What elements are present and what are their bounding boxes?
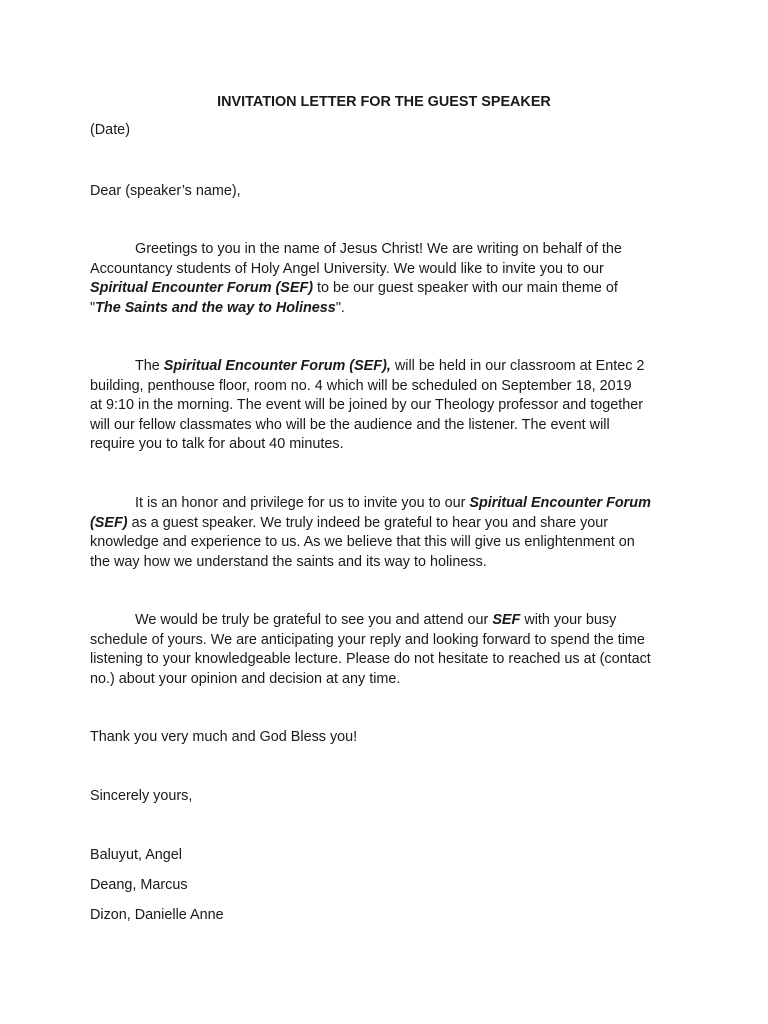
paragraph-honor bbox=[90, 494, 690, 572]
paragraph-line: no.) about your opinion and decision at any time. bbox=[90, 670, 401, 687]
event-name-emphasis: Spiritual Encounter Forum bbox=[469, 495, 651, 511]
paragraph-line: It is an honor and privilege for us to invite you to our Spiritual Encounter Forum bbox=[135, 495, 651, 511]
event-name-emphasis: Spiritual Encounter Forum (SEF), bbox=[163, 358, 391, 374]
paragraph-event-details bbox=[90, 357, 690, 455]
paragraph-request bbox=[90, 611, 690, 689]
paragraph-line: schedule of yours. We are anticipating your reply and looking forward to spend the time bbox=[90, 631, 645, 648]
paragraph-line: Spiritual Encounter Forum (SEF) to be our guest speaker with our main theme of bbox=[90, 280, 618, 296]
paragraph-line: Greetings to you in the name of Jesus Christ! We are writing on behalf of the bbox=[135, 241, 622, 257]
thanks-line: Thank you very much and God Bless you! bbox=[90, 729, 358, 745]
paragraph-line: The Spiritual Encounter Forum (SEF), will be held in our classroom at Entec 2 bbox=[135, 358, 645, 374]
closing-line: Sincerely yours, bbox=[90, 788, 193, 804]
paragraph-greeting bbox=[90, 240, 690, 318]
paragraph-line: will our fellow classmates who will be the audience and the listener. The event will bbox=[90, 416, 610, 433]
event-name-emphasis: Spiritual Encounter Forum (SEF) bbox=[90, 280, 314, 296]
signatory-name: Baluyut, Angel bbox=[90, 847, 183, 863]
event-abbr-emphasis: (SEF) bbox=[90, 514, 128, 531]
paragraph-line: building, penthouse floor, room no. 4 which will be scheduled on September 18, 2019 bbox=[90, 377, 632, 394]
signatory-name: Dizon, Danielle Anne bbox=[90, 907, 224, 923]
paragraph-line: "The Saints and the way to Holiness". bbox=[90, 299, 345, 316]
paragraph-line: (SEF) as a guest speaker. We truly indeed be grateful to hear you and share your bbox=[90, 514, 609, 531]
paragraph-line: listening to your knowledgeable lecture. Please do not hesitate to reached us at (contact bbox=[90, 651, 651, 667]
paragraph-line: Accountancy students of Holy Angel University. We would like to invite you to our bbox=[90, 260, 604, 277]
theme-emphasis: The Saints and the way to Holiness bbox=[95, 299, 336, 316]
paragraph-line: knowledge and experience to us. As we believe that this will give us enlightenment on bbox=[90, 534, 635, 550]
signatory-name: Deang, Marcus bbox=[90, 877, 188, 893]
date-line: (Date) bbox=[90, 122, 130, 138]
salutation: Dear (speaker’s name), bbox=[90, 183, 241, 199]
paragraph-line: at 9:10 in the morning. The event will be joined by our Theology professor and together bbox=[90, 397, 644, 413]
letter-title: INVITATION LETTER FOR THE GUEST SPEAKER bbox=[217, 94, 551, 110]
event-abbr-emphasis: SEF bbox=[492, 612, 521, 628]
paragraph-line: the way how we understand the saints and its way to holiness. bbox=[90, 553, 487, 570]
paragraph-line: We would be truly be grateful to see you and attend our SEF with your busy bbox=[135, 612, 617, 628]
paragraph-line: require you to talk for about 40 minutes. bbox=[90, 436, 344, 452]
